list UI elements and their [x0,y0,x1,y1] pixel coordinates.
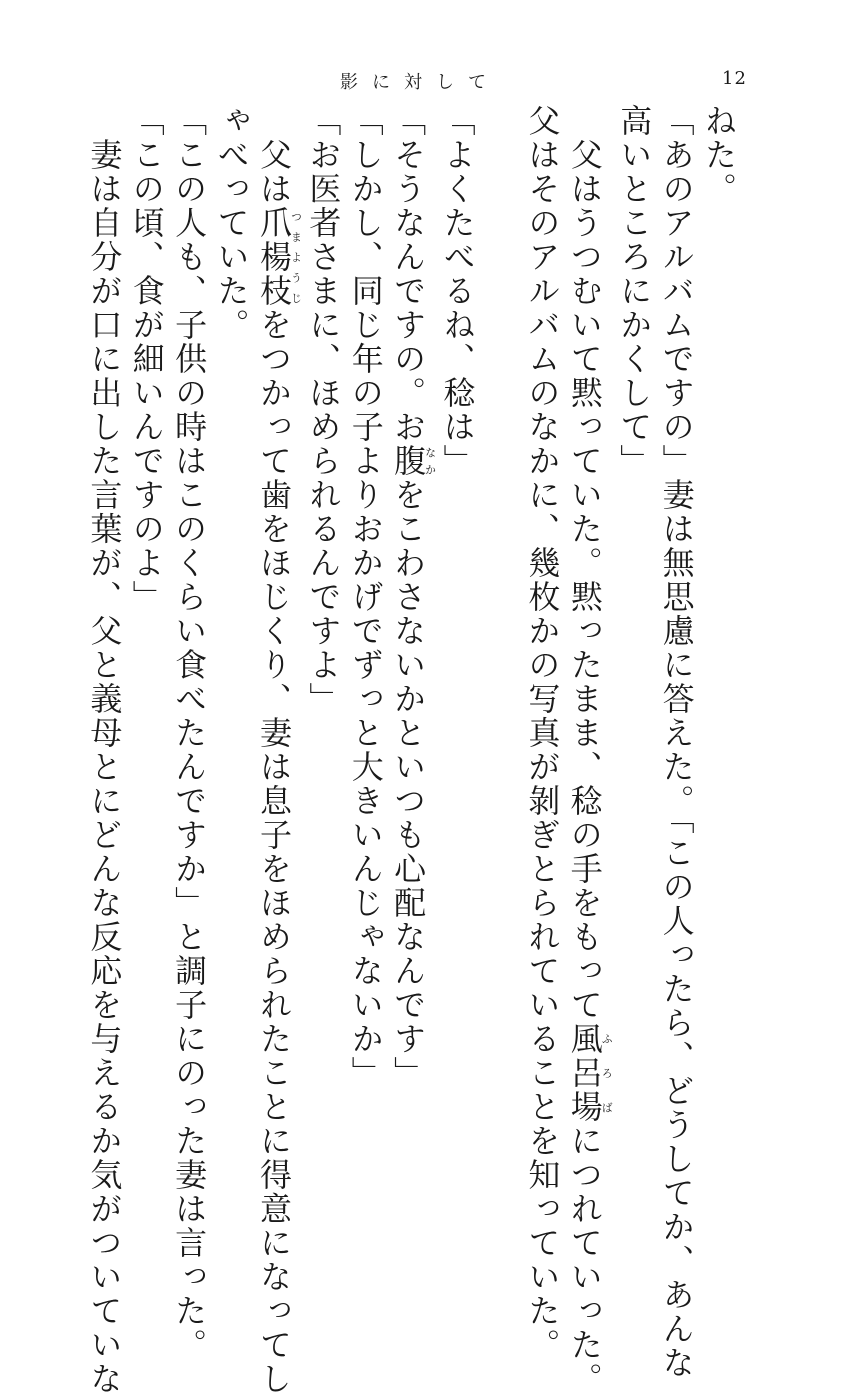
text-line: 父はうつむいて黙っていた。黙ったまま、稔の手をもって風呂場ふろばにつれていった。 [565,104,614,1396]
text-line: 高いところにかくして」 [615,104,654,478]
text-line: 「そうなんですの。お腹なかをこわさないかといつも心配なんです」 [389,104,437,1090]
text-line: 「しかし、同じ年の子よりおかげでずっと大きいんじゃないか」 [346,104,385,1090]
text-line: 父は爪楊枝つまようじをつかって歯をほじくり、妻は息子をほめられたことに得意になってし [254,104,303,1396]
text-line: 「この人も、子供の時はこのくらい食べたんですか」と調子にのった妻は言った。 [170,104,209,1362]
ruby-annotation: 風呂場ふろば [565,1022,614,1124]
text-line: 「あのアルバムですの」妻は無思慮に答えた。「この人ったら、どうしてか、あんな [657,104,696,1380]
text-line: 妻は自分が口に出した言葉が、父と義母とにどんな反応を与えるか気がついていな [85,104,124,1396]
text-line: 「お医者さまに、ほめられるんですよ」 [304,104,343,716]
ruby-annotation: 爪楊枝つまようじ [254,206,303,308]
text-line: 父はそのアルバムのなかに、幾枚かの写真が剝ぎとられていることを知っていた。 [523,104,562,1362]
text-line: ゃべっていた。 [212,104,251,342]
ruby-annotation: 腹なか [389,444,437,478]
body-text [85,104,740,1396]
page-number: 12 [722,68,747,89]
text-line [479,104,521,1164]
text-line: ねた。 [700,104,738,206]
text-line: 「この頃、食が細いんですのよ」 [127,104,166,614]
text-line: 「よくたべるね、稔は」 [438,104,477,478]
running-title: 影に対して [340,72,500,93]
